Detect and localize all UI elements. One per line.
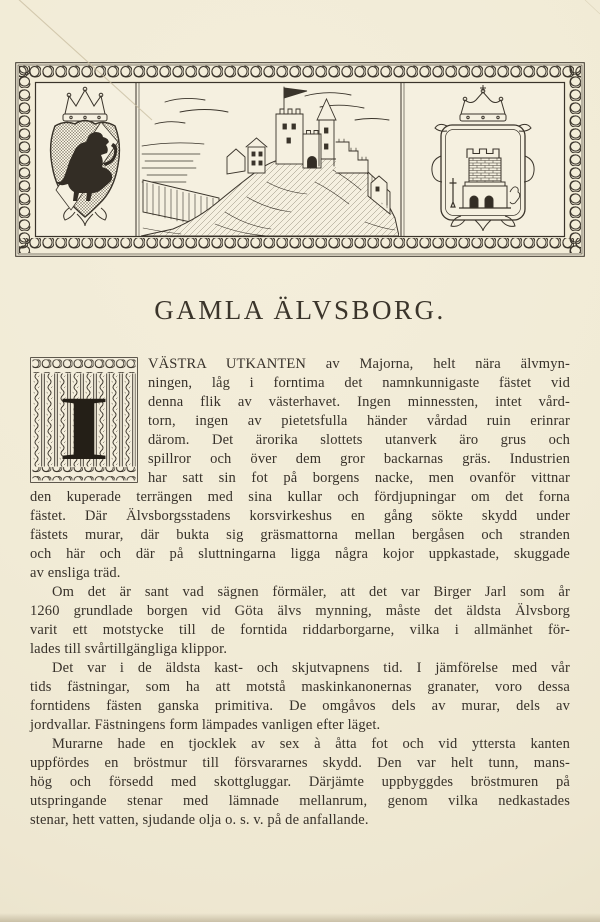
drop-cap-letter: I [58, 377, 110, 479]
text-line: Murarne hade en tjocklek av sex à åtta fot och vid yttersta kanten [52, 736, 570, 752]
text-line: av ensliga träd. [30, 565, 121, 581]
text-line: den kuperade terrängen med sina kullar och fördjupningar om det forna [30, 489, 570, 505]
text-line: Det var i de äldsta kast- och skjutvapnens tid. I jämförelse med vår [52, 660, 570, 676]
text-line: stenar, hett vatten, sjudande olja o. s. v. på de anfallande. [30, 812, 369, 828]
text-line: jordvallar. Fästningens form lämpades vanligen efter läget. [30, 717, 381, 733]
first-paragraph-row [30, 355, 570, 488]
text-line: har satt sin fot på borgens nacke, men ovanför vittnar [148, 470, 570, 486]
text-line: och här och där på sluttningarna ligga några kojor uppkastade, skuggade [30, 546, 570, 562]
paragraph [30, 488, 570, 583]
text-line: fästets murar, där bukta sig gräsmattorna mellan bergåsen och stranden [30, 527, 570, 543]
text-line: tids fästningar, som ha att motstå maskinkanonernas granater, voro dessa [30, 679, 570, 695]
paragraph [148, 355, 570, 488]
text-line: utspringande stenar med lämnade mellanrum, genom vilka nedkastades [30, 793, 570, 809]
paragraph [30, 735, 570, 830]
text-line: VÄSTRA UTKANTEN av Majorna, helt nära älvmyn- [148, 356, 570, 372]
text-line: varit ett motstycke till de forntida riddarborgarne, vilka i allmänhet för- [30, 622, 570, 638]
text-line: uppfördes en bröstmur till försvararnes skydd. Den var helt tunn, mans- [30, 755, 570, 771]
header-ornament [15, 62, 585, 257]
text-line: hög och försedd med skottgluggar. Därjämte uppbyggdes bröstmuren på [30, 774, 570, 790]
page-title: GAMLA ÄLVSBORG. [154, 295, 446, 325]
text-line: denna flik av västerhavet. Ingen minnessten, intet vård- [148, 394, 570, 410]
text-line: Om det är sant vad sägnen förmäler, att det var Birger Jarl som år [52, 584, 570, 600]
paragraph [30, 583, 570, 659]
text-line: spillror och över dem gror backarnas gräs. Industrien [148, 451, 570, 467]
text-line: därom. Det ärorika slottets utanverk äro grus och [148, 432, 570, 448]
text-line: lades till svårtillgängliga klippor. [30, 641, 228, 657]
text-line: 1260 grundlade borgen vid Göta älvs mynning, måste det äldsta Älvsborg [30, 603, 570, 619]
paragraph [30, 659, 570, 735]
text-line: torn, ingen av pietetsfulla händer vårdad ruin erinrar [148, 413, 570, 429]
text-line: fästet. Där Älvsborgsstadens korsvirkeshus en gång sökte skydd under [30, 508, 570, 524]
text-line: forntidens fästen ganska primitiva. De omgåvos dels av murar, dels av [30, 698, 570, 714]
text-line: ningen, låg i forntima det namnkunnigaste fästet vid [148, 375, 570, 391]
drop-cap-initial [30, 357, 138, 483]
text-block [30, 355, 570, 830]
